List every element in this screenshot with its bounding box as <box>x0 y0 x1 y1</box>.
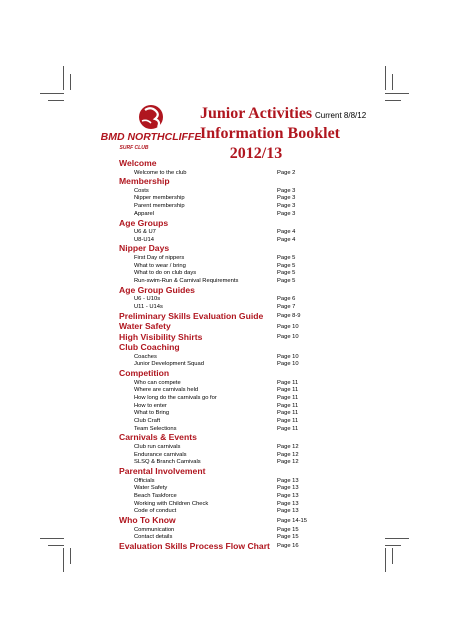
toc-item-page: Page 7 <box>277 303 296 310</box>
toc-item-page: Page 11 <box>277 402 299 409</box>
toc-item-label: What to Bring <box>134 410 170 417</box>
current-date: Current 8/8/12 <box>315 111 367 120</box>
toc-heading: Nipper Days <box>119 243 170 254</box>
toc-item-page: Page 6 <box>277 296 296 303</box>
toc-item-label: What to do on club days <box>134 270 197 277</box>
toc-item-page: Page 11 <box>277 387 299 394</box>
title-line-2: Information Booklet <box>200 125 340 142</box>
toc-item-label: Team Selections <box>134 425 177 432</box>
toc-heading-page: Page 14-15 <box>277 517 307 524</box>
toc-heading-page: Page 8-9 <box>277 313 301 320</box>
toc-heading: Age Group Guides <box>119 284 195 295</box>
toc-item-label: What to wear / bring <box>134 262 186 269</box>
toc-item-page: Page 10 <box>277 353 299 360</box>
toc-item-page: Page 12 <box>277 459 299 466</box>
toc-heading: Parental Involvement <box>119 466 206 476</box>
toc-item-label: U6 - U10s <box>134 296 161 303</box>
toc-heading: Competition <box>119 368 170 378</box>
toc-item-page: Page 12 <box>277 451 299 458</box>
toc-item-page: Page 4 <box>277 229 296 235</box>
toc-item-page: Page 5 <box>277 262 296 269</box>
toc-item-page: Page 13 <box>277 485 299 492</box>
toc-heading-page: Page 10 <box>277 323 299 330</box>
surf-club-emblem-icon <box>101 103 201 155</box>
toc-item-label: Junior Development Squad <box>134 361 204 368</box>
toc-item-page: Page 4 <box>277 236 296 243</box>
toc-item-page: Page 12 <box>277 443 299 450</box>
toc-item-label: Working with Children Check <box>134 500 209 507</box>
toc-item-label: How long do the carnivals go for <box>134 394 217 401</box>
toc-item-page: Page 15 <box>277 534 299 541</box>
toc-item-page: Page 5 <box>277 278 296 284</box>
logo-subtext: SURF CLUB <box>119 145 149 151</box>
toc-item-label: Beach Taskforce <box>134 492 177 499</box>
toc-item-page: Page 5 <box>277 270 296 277</box>
toc-heading: Membership <box>119 176 170 187</box>
toc-item-label: Nipper membership <box>134 195 185 202</box>
toc-item-label: Parent membership <box>134 203 185 210</box>
toc-item-label: U8-U14 <box>134 236 154 243</box>
toc-item-label: Officials <box>134 477 155 484</box>
toc-item-page: Page 15 <box>277 526 299 533</box>
toc-item-label: Contact details <box>134 534 173 541</box>
toc-item-label: Club run carnivals <box>134 443 181 450</box>
toc-item-label: Water Safety <box>134 485 168 492</box>
toc-item-page: Page 11 <box>277 410 299 417</box>
toc-item-page: Page 5 <box>277 254 296 261</box>
toc-item-label: First Day of nippers <box>134 254 185 261</box>
toc-item-page: Page 3 <box>277 203 296 210</box>
toc-heading: Preliminary Skills Evaluation Guide <box>119 310 264 321</box>
toc-item-page: Page 11 <box>277 418 299 424</box>
toc-heading: Water Safety <box>119 321 171 332</box>
toc-item-label: Apparel <box>134 210 154 217</box>
toc-item-page: Page 13 <box>277 477 299 484</box>
toc-item-page: Page 10 <box>277 361 299 368</box>
toc-heading: Club Coaching <box>119 342 180 353</box>
toc-heading-page: Page 16 <box>277 543 299 550</box>
toc-item-label: Who can compete <box>134 379 181 386</box>
toc-item-label: Endurance carnivals <box>134 451 187 458</box>
toc-item-label: Code of conduct <box>134 508 177 515</box>
toc-heading: Age Groups <box>119 217 169 228</box>
toc-item-page: Page 3 <box>277 187 296 194</box>
toc-heading: Evaluation Skills Process Flow Chart <box>119 540 270 551</box>
toc-item-label: Run-swim-Run & Carnival Requirements <box>134 278 239 284</box>
toc-item-page: Page 3 <box>277 195 296 202</box>
toc-item-label: Communication <box>134 526 175 533</box>
toc-item-label: Where are carnivals held <box>134 387 199 394</box>
toc-item-label: SLSQ & Branch Carnivals <box>134 459 201 466</box>
toc-heading-page: Page 10 <box>277 334 299 341</box>
toc-item-page: Page 13 <box>277 500 299 507</box>
club-logo <box>101 103 201 155</box>
title-line-3: 2012/13 <box>229 145 283 162</box>
toc-item-label: Costs <box>134 187 149 194</box>
toc-item-label: U6 & U7 <box>134 229 156 235</box>
toc-item-page: Page 13 <box>277 492 299 499</box>
logo-text: BMD NORTHCLIFFE <box>101 131 201 143</box>
toc-item-page: Page 2 <box>277 169 296 176</box>
toc-item-label: U11 - U14s <box>134 303 163 310</box>
toc-item-label: Club Craft <box>134 418 161 424</box>
toc-item-page: Page 3 <box>277 210 296 217</box>
toc-item-page: Page 13 <box>277 508 299 515</box>
toc-heading: Welcome <box>119 158 157 168</box>
toc-item-label: Coaches <box>134 353 157 360</box>
toc-item-page: Page 11 <box>277 379 299 386</box>
title-line-1: Junior Activities <box>200 105 313 122</box>
toc-item-label: Welcome to the club <box>134 169 187 176</box>
toc-heading: Who To Know <box>119 515 176 525</box>
toc-item-page: Page 11 <box>277 425 299 432</box>
toc-item-label: How to enter <box>134 402 167 409</box>
toc-item-page: Page 11 <box>277 394 299 401</box>
toc-heading: High Visibility Shirts <box>119 331 203 342</box>
toc-heading: Carnivals & Events <box>119 432 197 443</box>
